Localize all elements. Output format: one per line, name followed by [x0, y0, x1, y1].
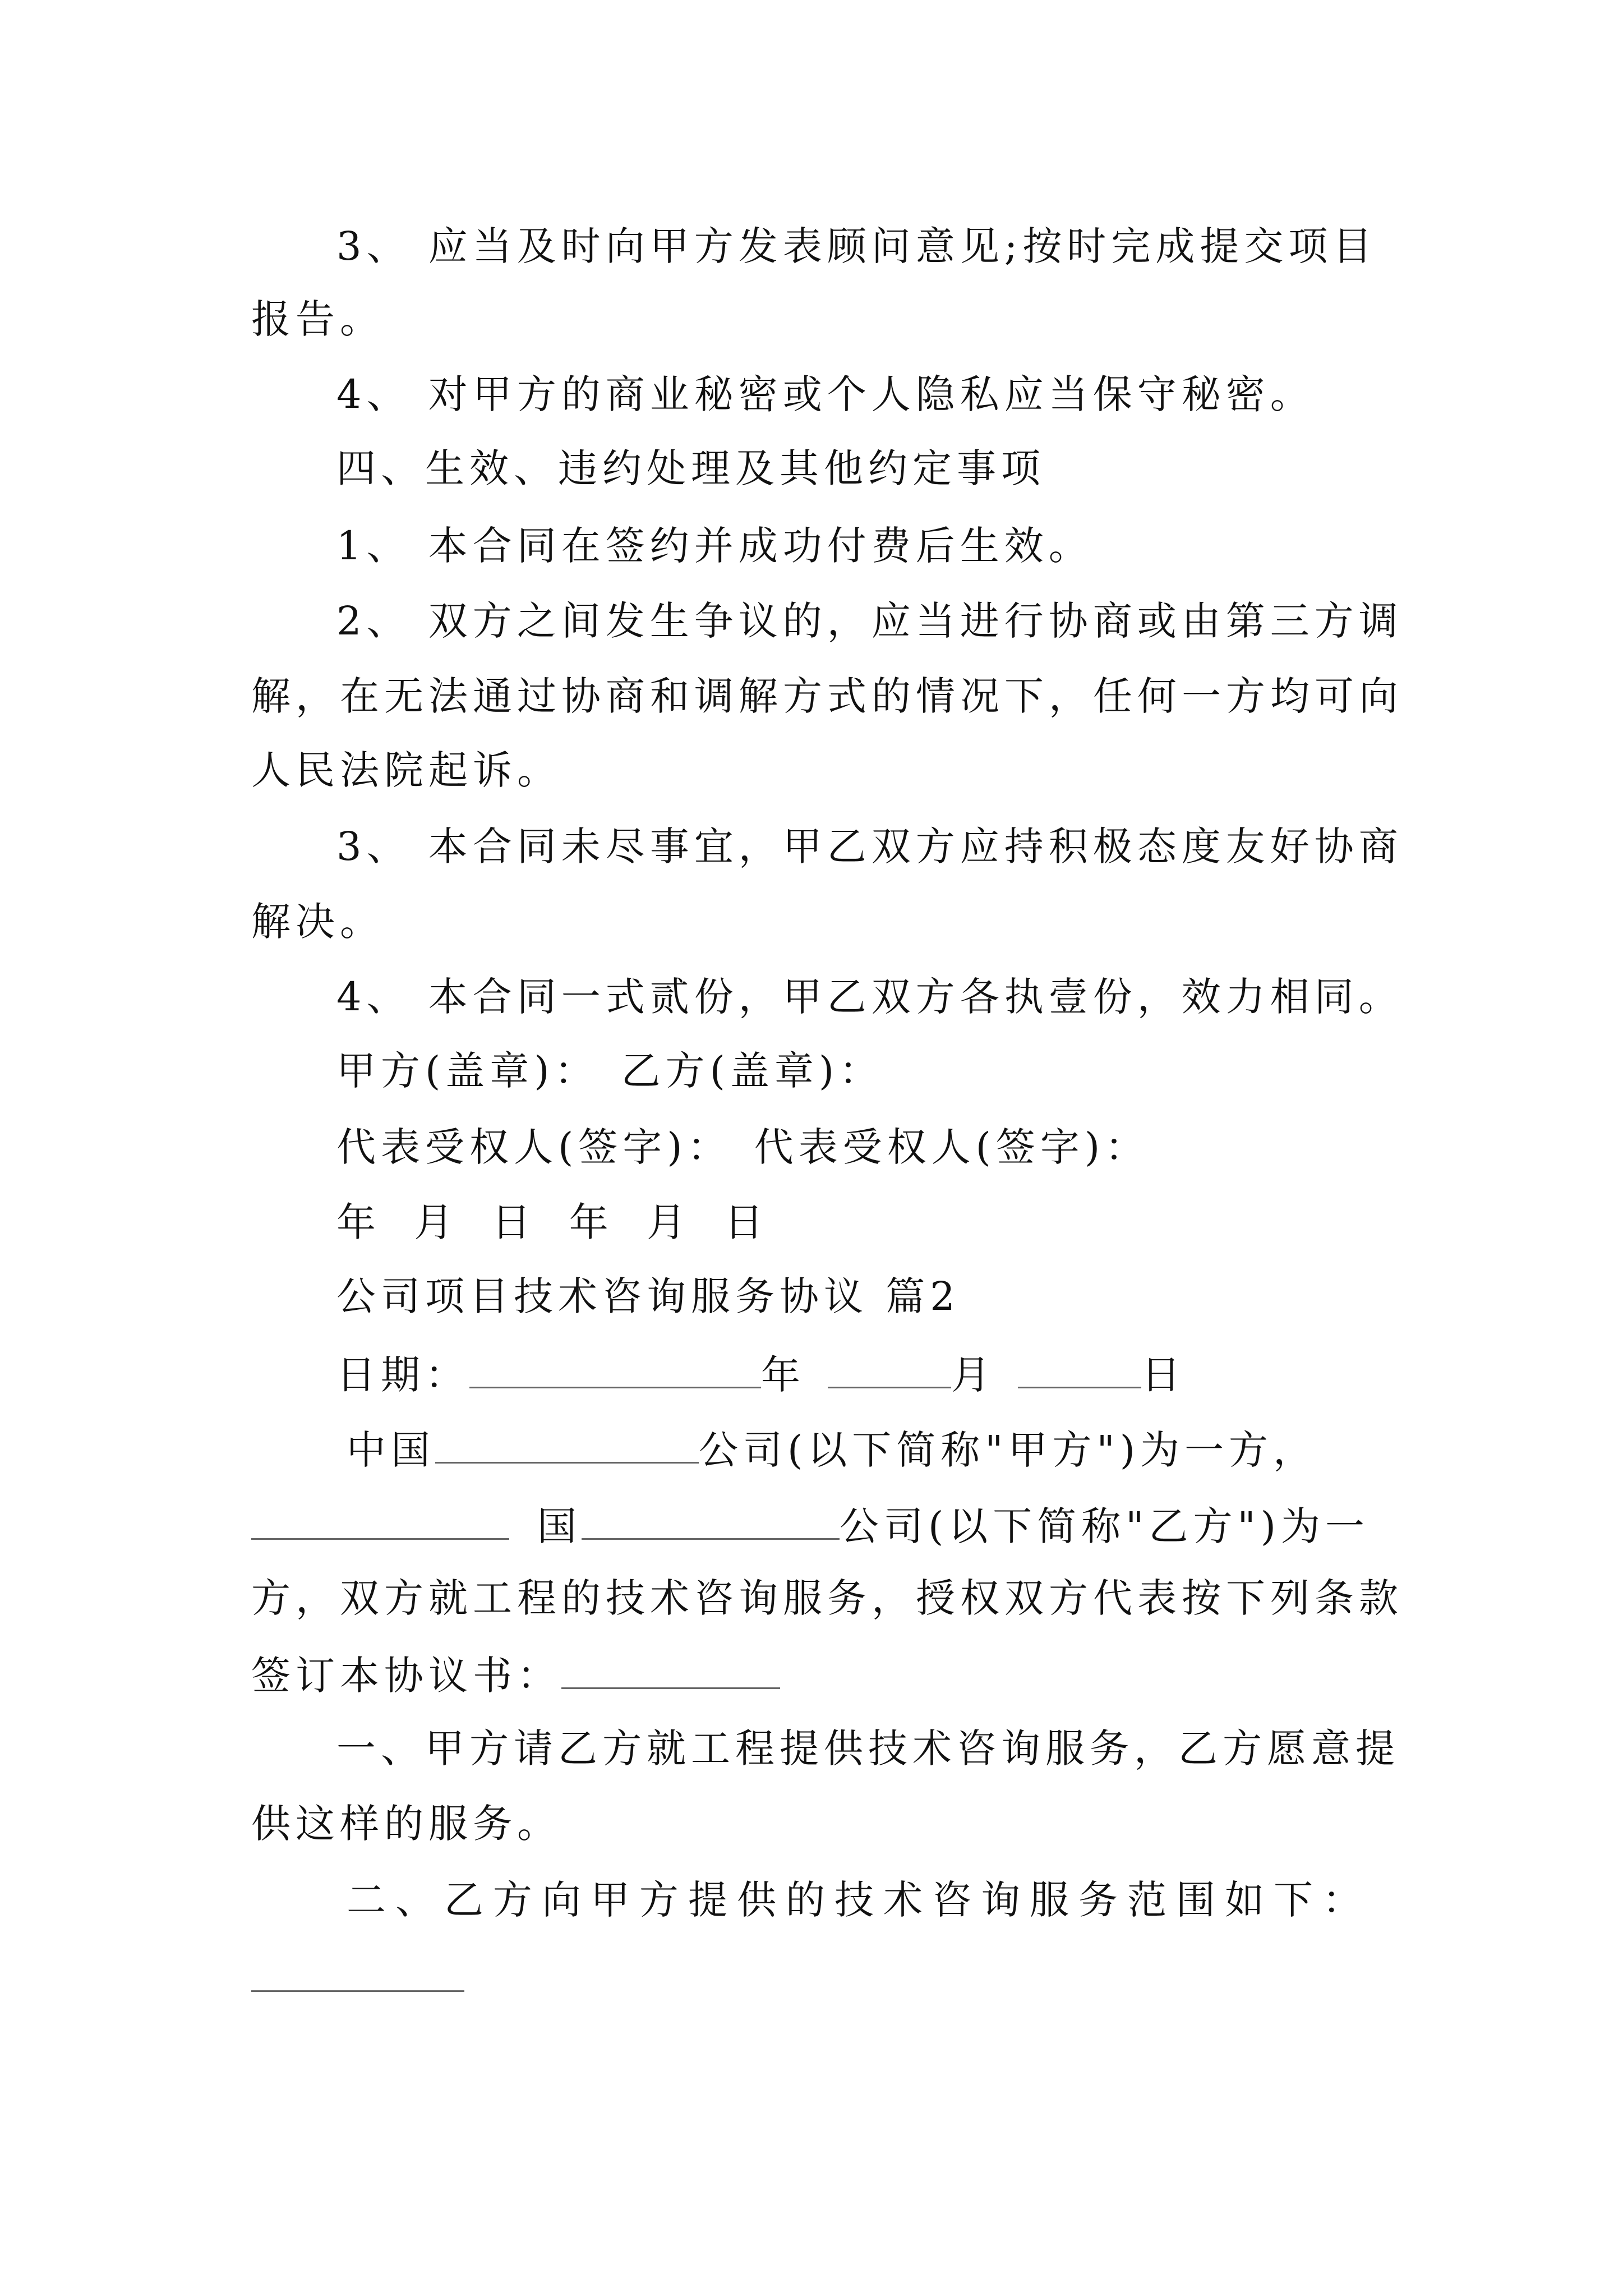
agreement-2-title: 公司项目技术咨询服务协议 篇2: [336, 1273, 960, 1319]
intro-party-b-text: 公司(以下简称"乙方")为一: [840, 1503, 1370, 1549]
date-year-blank[interactable]: [469, 1352, 761, 1388]
obligation-item-4: 4、 对甲方的商业秘密或个人隐私应当保守秘密。: [336, 371, 1315, 417]
signature-date-line: 年 月 日 年 月 日: [336, 1199, 769, 1245]
section-4-item-1: 1、 本合同在签约并成功付费后生效。: [336, 523, 1093, 569]
party-b-company-blank[interactable]: [582, 1503, 840, 1540]
clause-1-line-2: 供这样的服务。: [251, 1801, 561, 1847]
representative-line: [336, 1124, 1150, 1170]
section-4-item-2-line-3: 人民法院起诉。: [251, 747, 561, 793]
intro-line-2: [251, 1503, 1370, 1549]
intro-party-a-text: 公司(以下简称"甲方")为一方，: [699, 1427, 1318, 1473]
party-a-representative-label: 代表受权人(签字)：: [336, 1124, 732, 1170]
intro-line-4: [251, 1653, 780, 1699]
agreement-date-line: [336, 1352, 1186, 1398]
agreement-number-blank[interactable]: [561, 1653, 780, 1689]
party-a-company-blank[interactable]: [435, 1427, 699, 1464]
section-4-item-2-line-2: 解，在无法通过协商和调解方式的情况下，任何一方均可向: [251, 673, 1403, 719]
section-4-heading: 四、生效、违约处理及其他约定事项: [336, 445, 1045, 491]
party-b-representative-label: 代表受权人(签字)：: [754, 1124, 1150, 1170]
section-4-item-3-line-2: 解决。: [251, 899, 384, 945]
seal-line: [336, 1048, 884, 1094]
party-a-seal-label: 甲方(盖章)：: [336, 1048, 599, 1094]
intro-line-4-text: 签订本协议书：: [251, 1653, 561, 1699]
intro-line-3: 方，双方就工程的技术咨询服务，授权双方代表按下列条款: [251, 1575, 1403, 1621]
date-year-label: 年: [761, 1352, 805, 1398]
clause-2-blank-line: [251, 1955, 464, 1998]
intro-china-label: 中国: [347, 1427, 435, 1473]
clause-2: 二、乙方向甲方提供的技术咨询服务范围如下：: [347, 1877, 1371, 1923]
party-b-seal-label: 乙方(盖章)：: [621, 1048, 884, 1094]
intro-country-label: 国: [537, 1503, 582, 1549]
date-label: 日期：: [336, 1352, 469, 1398]
date-day-blank[interactable]: [1018, 1352, 1141, 1388]
obligation-item-3-line-2: 报告。: [251, 296, 384, 342]
intro-line-1: [347, 1427, 1318, 1473]
obligation-item-3-line-1: 3、 应当及时向甲方发表顾问意见;按时完成提交项目: [336, 223, 1377, 269]
party-b-country-blank[interactable]: [251, 1503, 509, 1540]
clause-1-line-1: 一、甲方请乙方就工程提供技术咨询服务，乙方愿意提: [336, 1726, 1400, 1772]
service-scope-blank[interactable]: [251, 1955, 464, 1992]
section-4-item-4: 4、 本合同一式贰份，甲乙双方各执壹份，效力相同。: [336, 974, 1403, 1020]
date-month-blank[interactable]: [828, 1352, 951, 1388]
section-4-item-2-line-1: 2、 双方之间发生争议的，应当进行协商或由第三方调: [336, 598, 1403, 644]
date-day-label: 日: [1141, 1352, 1186, 1398]
section-4-item-3-line-1: 3、 本合同未尽事宜，甲乙双方应持积极态度友好协商: [336, 823, 1403, 869]
date-month-label: 月: [951, 1352, 995, 1398]
